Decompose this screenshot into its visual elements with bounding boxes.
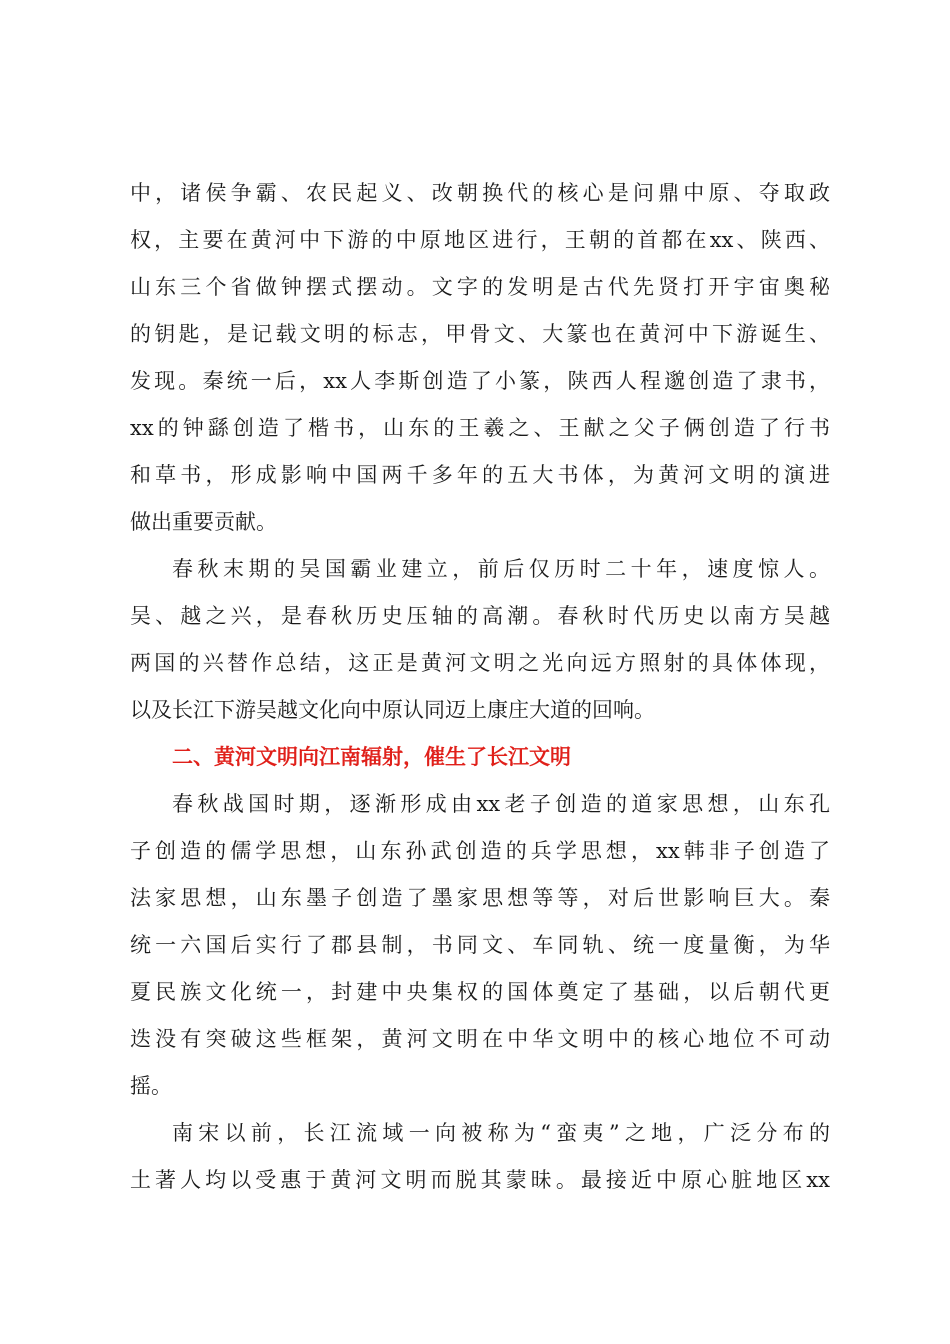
text-line: 发现。秦统一后，xx人李斯创造了小篆，陕西人程邈创造了隶书，	[130, 369, 830, 393]
text-line: 吴、越之兴，是春秋历史压轴的高潮。春秋时代历史以南方吴越	[130, 604, 830, 628]
text-line: 统一六国后实行了郡县制，书同文、车同轨、统一度量衡，为华	[130, 933, 830, 957]
text-line: 的钥匙，是记载文明的标志，甲骨文、大篆也在黄河中下游诞生、	[130, 322, 830, 346]
text-line: 夏民族文化统一，封建中央集权的国体奠定了基础，以后朝代更	[130, 980, 830, 1004]
text-line: xx的钟繇创造了楷书，山东的王羲之、王献之父子俩创造了行书	[130, 416, 830, 440]
paragraph-4	[130, 1110, 830, 1204]
section-heading: 二、黄河文明向江南辐射，催生了长江文明	[172, 745, 571, 769]
text-line: 法家思想，山东墨子创造了墨家思想等等，对后世影响巨大。秦	[130, 886, 830, 910]
paragraph-1	[130, 170, 830, 546]
text-line: 子创造的儒学思想，山东孙武创造的兵学思想，xx韩非子创造了	[130, 839, 830, 863]
text-line: 南宋以前，长江流域一向被称为“蛮夷”之地，广泛分布的	[172, 1121, 830, 1145]
text-line: 中，诸侯争霸、农民起义、改朝换代的核心是问鼎中原、夺取政	[130, 181, 830, 205]
document-body	[130, 170, 830, 1204]
text-line: 和草书，形成影响中国两千多年的五大书体，为黄河文明的演进	[130, 463, 830, 487]
text-line: 摇。	[130, 1074, 172, 1098]
text-line: 权，主要在黄河中下游的中原地区进行，王朝的首都在xx、陕西、	[130, 228, 830, 252]
paragraph-3	[130, 781, 830, 1110]
text-line: 以及长江下游吴越文化向中原认同迈上康庄大道的回响。	[130, 698, 655, 722]
text-line: 土著人均以受惠于黄河文明而脱其蒙昧。最接近中原心脏地区xx	[130, 1168, 830, 1192]
text-line: 山东三个省做钟摆式摆动。文字的发明是古代先贤打开宇宙奥秘	[130, 275, 830, 299]
text-line: 迭没有突破这些框架，黄河文明在中华文明中的核心地位不可动	[130, 1027, 830, 1051]
text-line: 做出重要贡献。	[130, 510, 277, 534]
text-line: 春秋战国时期，逐渐形成由xx老子创造的道家思想，山东孔	[172, 792, 830, 816]
text-line: 春秋末期的吴国霸业建立，前后仅历时二十年，速度惊人。	[172, 557, 830, 581]
text-line: 两国的兴替作总结，这正是黄河文明之光向远方照射的具体体现，	[130, 651, 830, 675]
paragraph-2	[130, 546, 830, 734]
